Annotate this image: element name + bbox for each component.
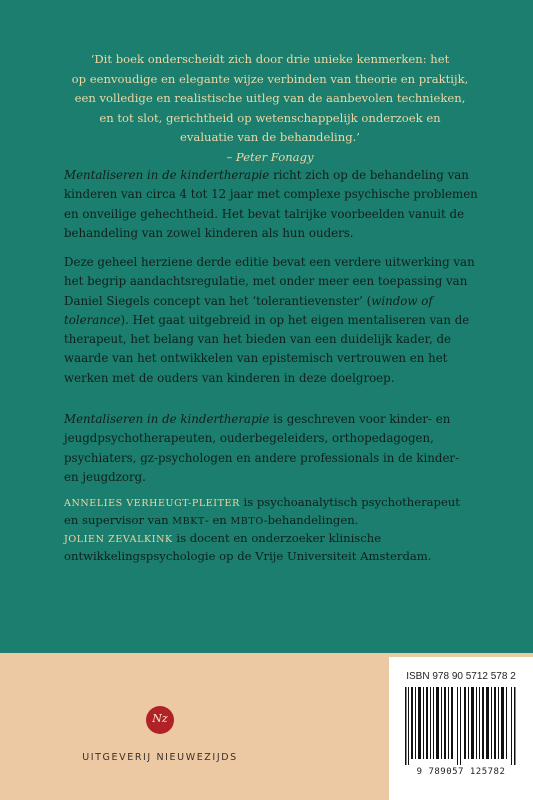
book-title: Mentaliseren in de kindertherapie [64,168,270,182]
description-paragraph-3 [64,410,482,487]
publisher-name: UITGEVERIJ NIEUWEZIJDS [82,752,238,763]
text-line: behandeling van zowel kinderen als hun ouders. [64,225,354,240]
text-line: - en [204,513,231,527]
isbn-label: ISBN 978 90 5712 578 2 [406,671,516,682]
publisher-logo-icon [146,706,174,734]
quote-line: ‘Dit boek onderscheidt zich door drie unieke kenmerken: het [90,52,450,66]
logo-text: Nz [152,712,168,725]
barcode-digits: 9 789057 125782 [416,767,506,777]
author-name: JOLIEN ZEVALKINK [64,534,173,545]
book-title: Mentaliseren in de kindertherapie [64,412,270,426]
abbreviation: MBKT [172,516,205,527]
quote-line: en tot slot, gerichtheid op wetenschappelijk onderzoek en [99,110,441,125]
text-line: ). Het gaat uitgebreid in op het eigen mentaliseren van de [120,312,470,327]
abbreviation: MBTO [230,516,264,527]
endorsement-quote [70,50,470,168]
text-line: ontwikkelingspsychologie op de Vrije Universiteit Amsterdam. [64,549,432,563]
text-line: is psychoanalytisch psychotherapeut [239,495,460,509]
text-line: therapeut, het belang van het bieden van een duidelijk kader, de [64,332,451,347]
text-line: Daniel Siegels concept van het ‘tolerantievenster’ ( [64,293,372,308]
text-line: en onveilige gehechtheid. Het bevat talrijke voorbeelden vanuit de [64,206,465,221]
quote-line: een volledige en realistische uitleg van de aanbevolen technieken, [74,91,466,106]
italic-term: tolerance [64,312,121,327]
text-line: en jeugdzorg. [64,469,146,484]
author-name: ANNELIES VERHEUGT-PLEITER [64,498,240,509]
text-line: Deze geheel herziene derde editie bevat een verdere uitwerking van [64,255,475,269]
text-line: psychiaters, gz-psychologen en andere professionals in de kinder- [64,450,460,465]
text-line: werken met de ouders van kinderen in deze doelgroep. [64,370,395,385]
quote-attribution: – Peter Fonagy [226,149,314,164]
description-paragraph-2 [64,253,482,388]
quote-line: op eenvoudige en elegante wijze verbinden van theorie en praktijk, [71,71,469,86]
author-bios [64,494,494,564]
description-paragraph-1 [64,166,482,243]
barcode-block [389,657,533,800]
text-line: is docent en onderzoeker klinische [172,531,382,545]
text-line: het begrip aandachtsregulatie, met onder meer een toepassing van [64,274,468,289]
text-line: kinderen van circa 4 tot 12 jaar met complexe psychische problemen [64,187,478,202]
barcode-icon [399,687,523,765]
text-line: jeugdpsychotherapeuten, ouderbegeleiders, orthopedagogen, [64,431,434,446]
text-line: en supervisor van [64,513,173,527]
text-line: -behandelingen. [263,513,359,527]
text-line: richt zich op de behandeling van [269,168,469,182]
publisher-block [60,706,260,763]
text-line: is geschreven voor kinder- en [269,412,451,426]
text-line: waarde van het ontwikkelen van epistemisch vertrouwen en het [64,351,448,366]
quote-line: evaluatie van de behandeling.’ [180,130,360,145]
italic-term: window of [371,293,433,308]
